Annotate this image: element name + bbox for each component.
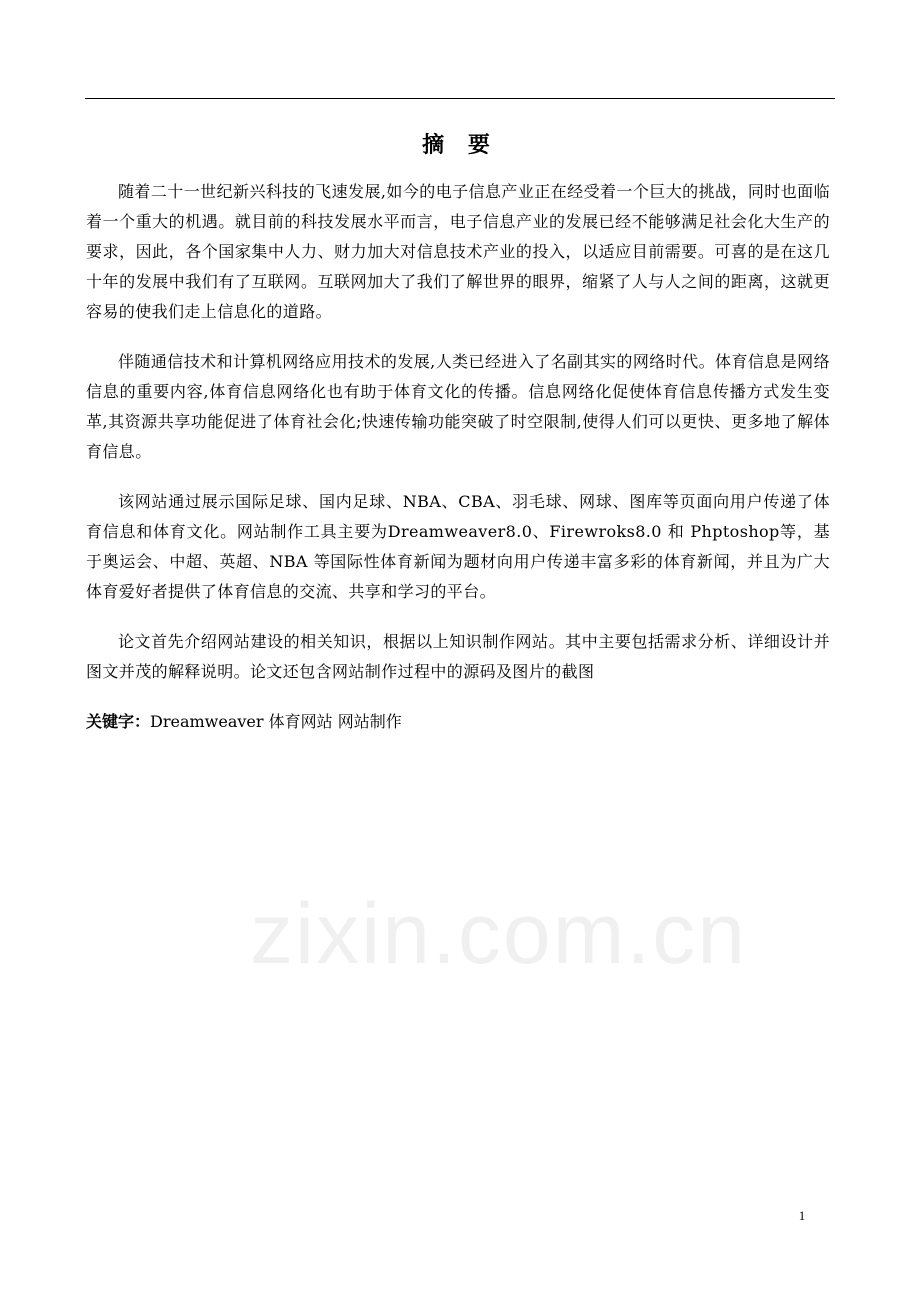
keywords-value: Dreamweaver 体育网站 网站制作 [150,712,402,731]
abstract-paragraph-1: 随着二十一世纪新兴科技的飞速发展,如今的电子信息产业正在经受着一个巨大的挑战，同时也面临着一个重大的机遇。就目前的科技发展水平而言，电子信息产业的发展已经不能够满足社会化大生产的要求，因此，各个国家集中人力、财力加大对信息技术产业的投入，以适应目前需要。可喜的是在这几十年的发展中我们有了互联网。互联网加大了我们了解世界的眼界，缩紧了人与人之间的距离，这就更容易的使我们走上信息化的道路。 [86,182,830,321]
abstract-paragraph-4: 论文首先介绍网站建设的相关知识，根据以上知识制作网站。其中主要包括需求分析、详细设计并图文并茂的解释说明。论文还包含网站制作过程中的源码及图片的截图 [86,632,830,681]
page-number: 1 [798,1208,806,1223]
keywords-label: 关键字： [86,712,151,731]
keywords-line [86,707,830,737]
abstract-paragraph-2: 伴随通信技术和计算机网络应用技术的发展,人类已经进入了名副其实的网络时代。体育信息是网络信息的重要内容,体育信息网络化也有助于体育文化的传播。信息网络化促使体育信息传播方式发生变革,其资源共享功能促进了体育社会化;快速传输功能突破了时空限制,使得人们可以更快、更多地了解体育信息。 [86,352,830,461]
header-rule [85,98,835,99]
abstract-paragraph-3: 该网站通过展示国际足球、国内足球、NBA、CBA、羽毛球、网球、图库等页面向用户传递了体育信息和体育文化。网站制作工具主要为Dreamweaver8.0、Firewroks8.0 和 Phptoshop等，基于奥运会、中超、英超、NBA 等国际性体育新闻为题材向用户传递丰富多彩的体育新闻，并且为广大体育爱好者提供了体育信息的交流、共享和学习的平台。 [86,492,830,601]
watermark: zixin.com.cn [250,886,748,982]
abstract-title: 摘 要 [422,133,498,158]
abstract-body [86,177,830,737]
